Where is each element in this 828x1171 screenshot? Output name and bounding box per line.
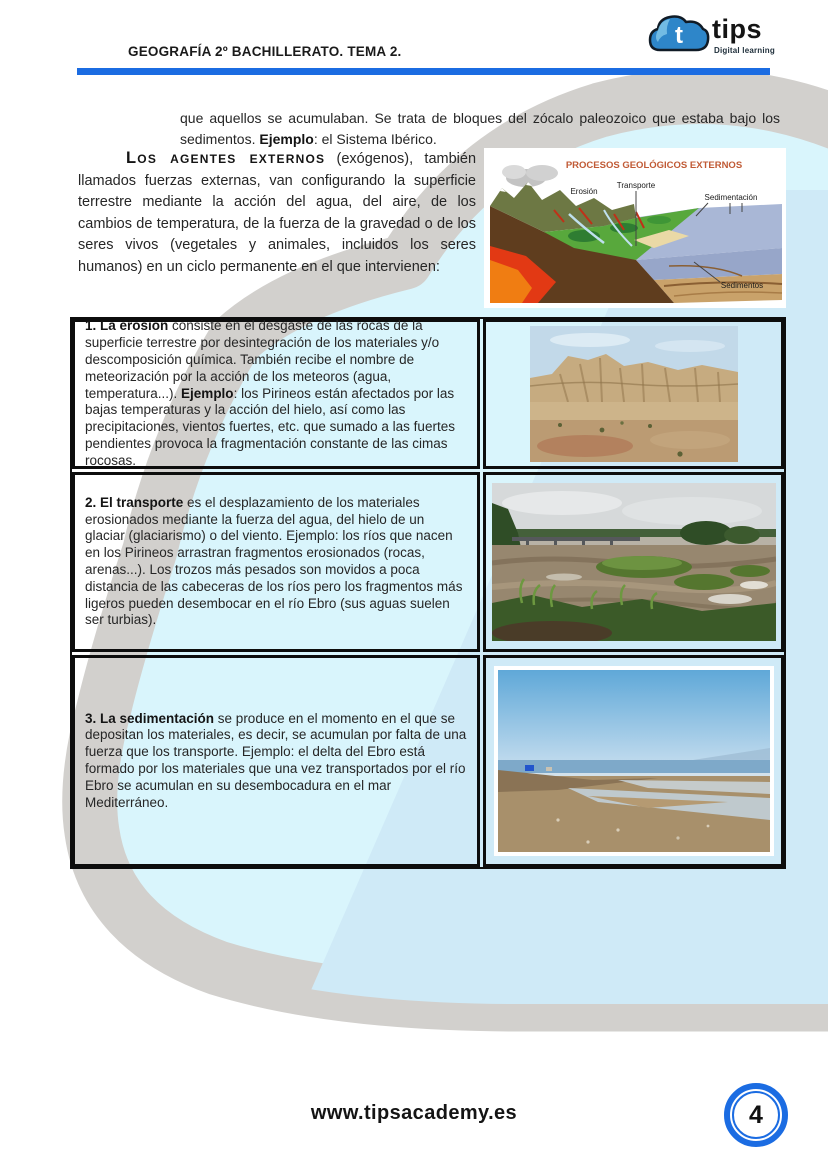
table-row-transport-photo-cell [483, 472, 784, 652]
logo-tagline: Digital learning [714, 46, 775, 55]
footer-url: www.tipsacademy.es [310, 1102, 518, 1124]
tips-logo [646, 10, 806, 64]
table-row-sedimentation-text: 3. La sedimentación se produce en el momento en el que se depositan los materiales, es decir, se acumulan por falta de una fuerza que los transporte. Ejemplo: el delta del Ebro está formado por los materiales que una vez transportados por el río Ebro se acumulan en su desembocadura en el mar Mediterráneo. [72, 655, 480, 867]
table-row-transport-text: 2. El transporte es el desplazamiento de los materiales erosionados mediante la fuerza del agua, del hielo de un glaciar (glaciarismo) o del viento. Ejemplo: los ríos que nacen en los Pirineos arrastran fragmentos erosionados (rocas, arenas...). Los trozos más pesados son movidos a poca distancia de las cabeceras de los ríos pero los fragmentos más ligeros pueden desembocar en el río Ebro (sus aguas suelen ser turbias). [72, 472, 480, 652]
table-row-sedimentation-photo-cell [483, 655, 784, 867]
agents-section [78, 146, 790, 308]
sedimentation-beach-photo [498, 670, 770, 852]
table-row-erosion-photo-cell [483, 319, 784, 469]
agents-paragraph: Los agentes externos (exógenos), también llamados fuerzas externas, van configurando la superficie terrestre mediante la acción del agua, del aire, de los cambios de temperatura, de la fuerza de la gravedad o de los seres vivos (vegetales y animales, incluidos los seres humanos) en un ciclo permanente en el que intervienen: [78, 149, 477, 275]
logo-brand-text: tips [712, 14, 763, 44]
diagram-label-transporte: Transporte [616, 181, 656, 190]
diagram-label-sedimentos: Sedimentos [720, 281, 764, 290]
diagram-label-sedimentacion: Sedimentación [704, 193, 758, 202]
transport-river-photo [492, 483, 776, 641]
table-row-erosion-text: 1. La erosión consiste en el desgaste de las rocas de la superficie terrestre por desintegración de los materiales y/o descomposición química. También recibe el nombre de meteorización por la acción de los meteoros (agua, temperatura...). Ejemplo: los Pirineos están afectados por las bajas temperaturas y la acción del hielo, así como las precipitaciones, vientos fuertes, etc. que sumado a las fuertes pendientes provoca la fragmentación constante de las cimas rocosas. [72, 319, 480, 469]
header-divider [77, 68, 770, 75]
diagram-title: PROCESOS GEOLÓGICOS EXTERNOS [565, 160, 743, 171]
page-number: 4 [749, 1100, 763, 1129]
page-title: GEOGRAFÍA 2º BACHILLERATO. TEMA 2. [128, 44, 402, 59]
page-number-badge [724, 1083, 788, 1147]
external-processes-table [70, 317, 786, 869]
svg-text:t: t [675, 22, 683, 49]
tips-cloud-icon [646, 12, 710, 58]
diagram-label-erosion: Erosión [570, 187, 598, 196]
erosion-badlands-photo [530, 326, 738, 462]
photo-frame [494, 666, 774, 856]
intro-paragraph: que aquellos se acumulaban. Se trata de bloques del zócalo paleozoico que estaba bajo los sedimentos. Ejemplo: el Sistema Ibérico. [180, 110, 780, 147]
page-number-inner-ring [732, 1091, 780, 1139]
geological-processes-diagram [484, 148, 786, 308]
